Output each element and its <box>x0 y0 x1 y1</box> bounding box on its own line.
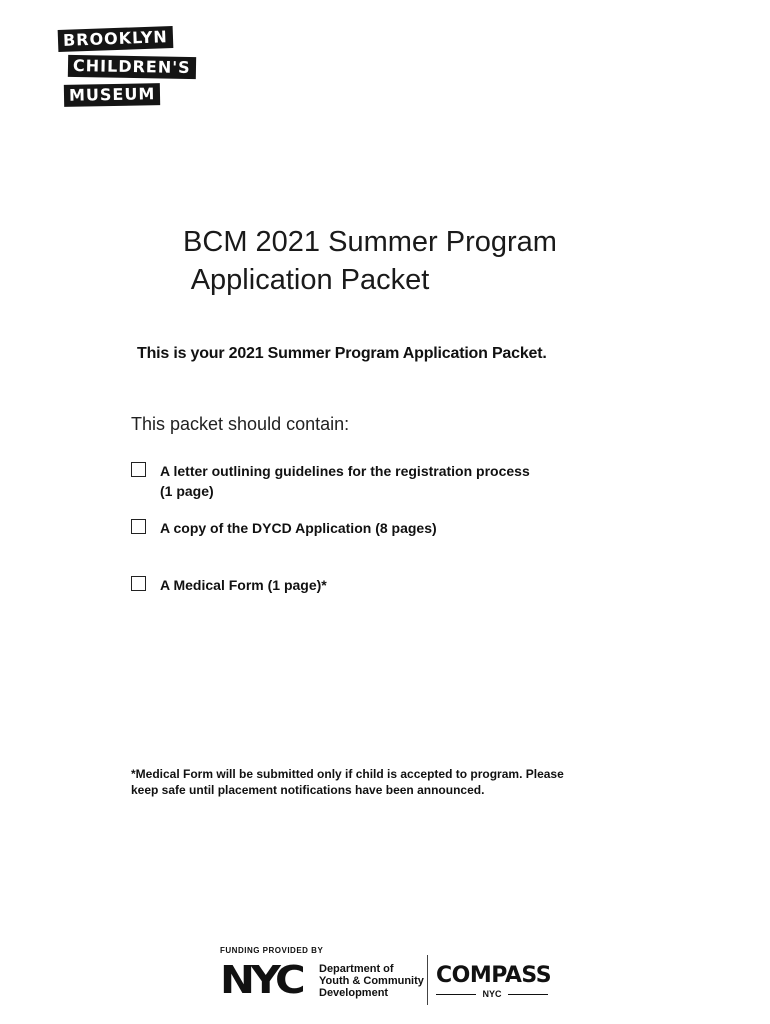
dycd-name <box>319 963 424 999</box>
document-title-line1: BCM 2021 Summer Program <box>183 226 557 258</box>
dycd-line3: Development <box>319 987 389 999</box>
checklist-item-label-line1: A letter outlining guidelines for the registration process <box>160 463 530 479</box>
compass-rule-right <box>508 994 548 995</box>
footnote-line1: *Medical Form will be submitted only if child is accepted to program. Please <box>131 767 564 781</box>
compass-sub-text: NYC <box>482 989 502 999</box>
footer-divider <box>427 955 428 1005</box>
checkbox[interactable] <box>131 576 146 591</box>
footnote-line2: keep safe until placement notifications have been announced. <box>131 783 485 797</box>
nyc-logo: NYC <box>220 958 302 1002</box>
contents-label: This packet should contain: <box>131 414 350 434</box>
checklist-item-label: A copy of the DYCD Application (8 pages) <box>160 520 437 536</box>
checkbox[interactable] <box>131 519 146 534</box>
logo-line-brooklyn: BROOKLYN <box>58 26 173 52</box>
funding-label: FUNDING PROVIDED BY <box>220 946 324 955</box>
compass-logo: COMPASS <box>436 963 552 988</box>
medical-form-footnote <box>131 766 611 798</box>
document-title-line2: Application Packet <box>190 264 430 296</box>
dycd-line1: Department of <box>319 963 394 975</box>
compass-nyc-subtitle <box>436 989 548 999</box>
checklist-item-label-line2: (1 page) <box>160 483 214 499</box>
checklist-item-label: A Medical Form (1 page)* <box>160 577 327 593</box>
logo-line-museum: MUSEUM <box>64 83 161 107</box>
dycd-line2: Youth & Community <box>319 975 424 987</box>
brooklyn-childrens-museum-logo <box>58 26 191 116</box>
compass-rule-left <box>436 994 476 995</box>
logo-line-childrens: CHILDREN'S <box>68 55 196 79</box>
checkbox[interactable] <box>131 462 146 477</box>
intro-text: This is your 2021 Summer Program Application Packet. <box>137 345 547 362</box>
checklist-item-label <box>160 461 600 501</box>
